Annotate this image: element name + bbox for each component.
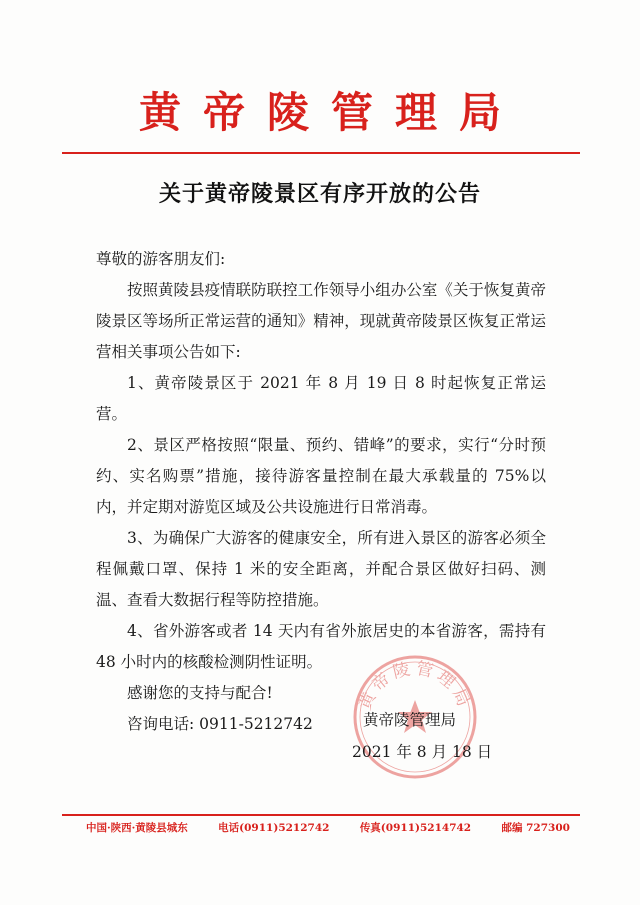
paragraph-item-1: 1、黄帝陵景区于 2021 年 8 月 19 日 8 时起恢复正常运营。 [96,374,546,423]
organization-header: 黄帝陵管理局 [138,88,523,137]
paragraph-item-2: 2、景区严格按照“限量、预约、错峰”的要求，实行“分时预约、实名购票”措施，接待游客量控制在最大承载量的 75%以内，并定期对游览区域及公共设施进行日常消毒。 [96,436,546,516]
header-divider [62,152,580,154]
contact-phone: 咨询电话: 0911-5212742 [127,715,313,733]
footer-divider [62,814,580,816]
seal-text: 黄帝陵管理局 [355,658,475,714]
issue-date: 2021 年 8 月 18 日 [352,743,493,761]
closing-thanks: 感谢您的支持与配合! [127,684,273,702]
document-title: 关于黄帝陵景区有序开放的公告 [158,182,481,207]
footer [86,820,570,835]
salutation: 尊敬的游客朋友们: [96,250,226,268]
paragraph-item-4: 4、省外游客或者 14 天内有省外旅居史的本省游客，需持有 48 小时内的核酸检测阴性证明。 [96,622,546,671]
signature: 黄帝陵管理局 [363,711,457,729]
paragraph-intro: 按照黄陵县疫情联防联控工作领导小组办公室《关于恢复黄帝陵景区等场所正常运营的通知》精神，现就黄帝陵景区恢复正常运营相关事项公告如下: [96,281,546,361]
footer-postcode: 邮编 727300 [501,822,570,834]
paragraph-item-3: 3、为确保广大游客的健康安全，所有进入景区的游客必须全程佩戴口罩、保持 1 米的安全距离，并配合景区做好扫码、测温、查看大数据行程等防控措施。 [96,529,546,609]
footer-fax: 传真(0911)5214742 [359,822,472,834]
footer-phone: 电话(0911)5212742 [218,822,330,834]
footer-address: 中国·陕西·黄陵县城东 [86,822,188,834]
